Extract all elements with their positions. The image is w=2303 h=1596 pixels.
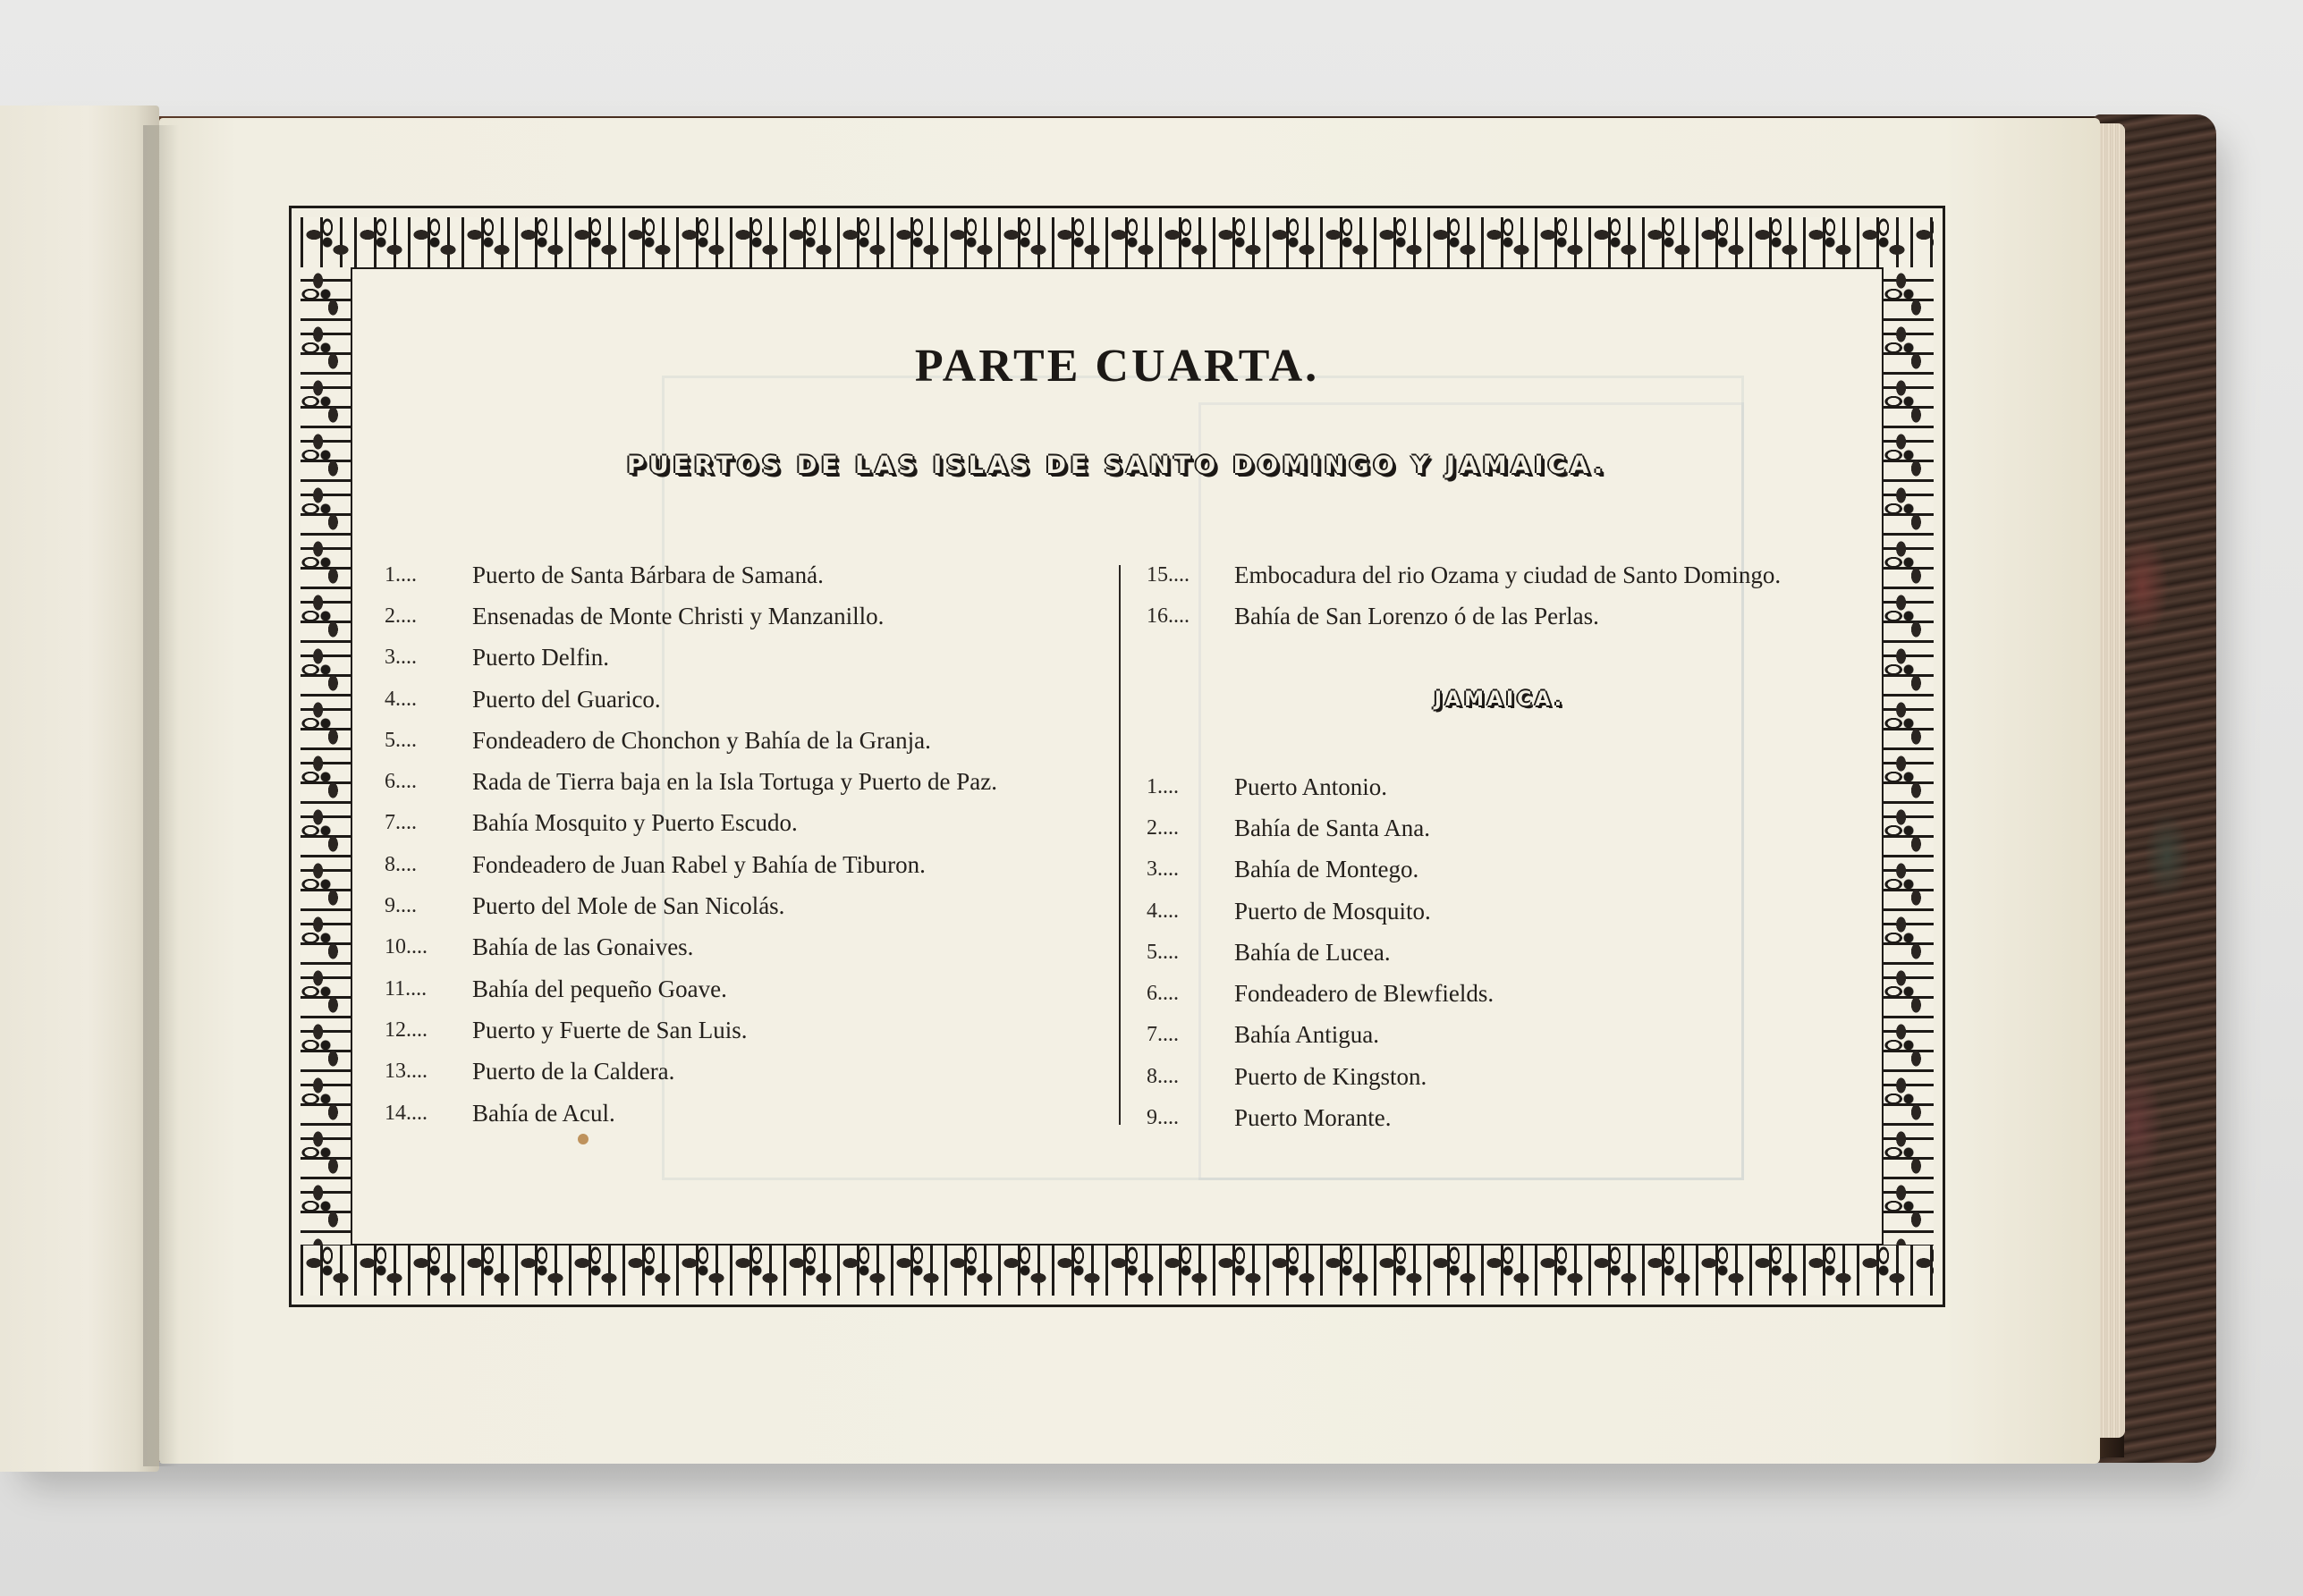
item-text: Puerto de Mosquito.: [1234, 897, 1431, 925]
item-number: 2....: [1147, 815, 1179, 840]
list-item: [385, 595, 1100, 637]
item-number: 8....: [385, 852, 417, 876]
ornamental-border-bottom: [301, 1246, 1934, 1296]
list-item: [385, 844, 1100, 885]
jamaica-list: [1147, 766, 1862, 1139]
list-item: [385, 554, 1100, 595]
item-number: 7....: [1147, 1023, 1179, 1047]
item-number: 9....: [385, 894, 417, 918]
item-number: 9....: [1147, 1106, 1179, 1130]
ornamental-border-top: [301, 217, 1934, 267]
list-item: [1147, 1015, 1862, 1056]
list-item: [1147, 807, 1862, 849]
item-number: 5....: [1147, 940, 1179, 964]
item-number: 14....: [385, 1101, 428, 1125]
item-number: 6....: [385, 770, 417, 794]
list-item: [385, 638, 1100, 679]
list-item: [1147, 973, 1862, 1014]
ornamental-border-left: [301, 267, 351, 1246]
list-item: [385, 720, 1100, 761]
ornamental-border-right: [1884, 267, 1934, 1246]
item-number: 1....: [1147, 774, 1179, 798]
item-text: Puerto y Fuerte de San Luis.: [472, 1016, 748, 1043]
list-item: [1147, 932, 1862, 973]
item-text: Puerto de la Caldera.: [472, 1058, 675, 1085]
list-item: [1147, 849, 1862, 891]
list-item: [1147, 554, 1862, 595]
item-number: 4....: [385, 687, 417, 711]
item-number: 3....: [385, 646, 417, 670]
item-text: Puerto de Santa Bárbara de Samaná.: [472, 561, 824, 588]
item-text: Bahía Mosquito y Puerto Escudo.: [472, 809, 798, 837]
item-text: Puerto del Guarico.: [472, 685, 661, 713]
list-item: [1147, 1056, 1862, 1097]
list-item: [1147, 595, 1862, 637]
santo-domingo-list-left: [385, 554, 1100, 1134]
item-text: Bahía de Montego.: [1234, 856, 1419, 883]
list-item: [385, 761, 1100, 802]
item-number: 11....: [385, 976, 428, 1001]
list-item: [1147, 891, 1862, 932]
item-number: 16....: [1147, 604, 1190, 628]
item-number: 3....: [1147, 857, 1179, 882]
left-page: [0, 106, 159, 1472]
column-divider: [1119, 565, 1121, 1125]
list-item: [385, 1051, 1100, 1093]
item-number: 1....: [385, 562, 417, 587]
item-number: 13....: [385, 1060, 428, 1084]
item-text: Puerto de Kingston.: [1234, 1062, 1427, 1090]
list-item: [385, 679, 1100, 720]
item-number: 4....: [1147, 899, 1179, 923]
item-number: 10....: [385, 935, 428, 959]
item-text: Fondeadero de Chonchon y Bahía de la Granja.: [472, 726, 931, 754]
item-number: 5....: [385, 728, 417, 752]
list-item: [385, 1093, 1100, 1134]
item-text: Fondeadero de Blewfields.: [1234, 980, 1494, 1008]
page-subtitle: PUERTOS DE LAS ISLAS DE SANTO DOMINGO Y JAMAICA.: [626, 452, 1608, 479]
item-text: Bahía de Acul.: [472, 1099, 615, 1127]
list-item: [385, 803, 1100, 844]
paper-foxing-spot: [578, 1134, 588, 1144]
book-gutter: [143, 125, 179, 1466]
list-item: [385, 885, 1100, 926]
item-text: Puerto Morante.: [1234, 1104, 1392, 1132]
item-text: Puerto Delfin.: [472, 644, 609, 671]
item-text: Puerto Antonio.: [1234, 773, 1388, 800]
list-item: [385, 968, 1100, 1009]
list-item: [385, 927, 1100, 968]
item-text: Bahía de San Lorenzo ó de las Perlas.: [1234, 602, 1599, 629]
jamaica-heading: JAMAICA.: [1434, 688, 1566, 711]
item-number: 12....: [385, 1018, 428, 1042]
item-text: Bahía de las Gonaives.: [472, 933, 694, 961]
list-item: [1147, 1097, 1862, 1138]
item-text: Bahía de Santa Ana.: [1234, 814, 1430, 841]
item-text: Bahía Antigua.: [1234, 1021, 1379, 1049]
item-number: 8....: [1147, 1064, 1179, 1088]
item-text: Puerto del Mole de San Nicolás.: [472, 892, 785, 920]
item-number: 2....: [385, 604, 417, 628]
item-text: Fondeadero de Juan Rabel y Bahía de Tiburon.: [472, 850, 926, 878]
page-title: PARTE CUARTA.: [914, 341, 1320, 392]
list-item: [385, 1009, 1100, 1051]
item-text: Rada de Tierra baja en la Isla Tortuga y Puerto de Paz.: [472, 768, 997, 796]
item-number: 7....: [385, 811, 417, 835]
list-item: [1147, 766, 1862, 807]
item-number: 6....: [1147, 982, 1179, 1006]
item-text: Embocadura del rio Ozama y ciudad de Santo Domingo.: [1234, 561, 1782, 588]
item-text: Bahía de Lucea.: [1234, 938, 1391, 966]
item-text: Bahía del pequeño Goave.: [472, 975, 727, 1002]
santo-domingo-list-right: [1147, 554, 1862, 638]
item-text: Ensenadas de Monte Christi y Manzanillo.: [472, 602, 885, 629]
item-number: 15....: [1147, 562, 1190, 587]
